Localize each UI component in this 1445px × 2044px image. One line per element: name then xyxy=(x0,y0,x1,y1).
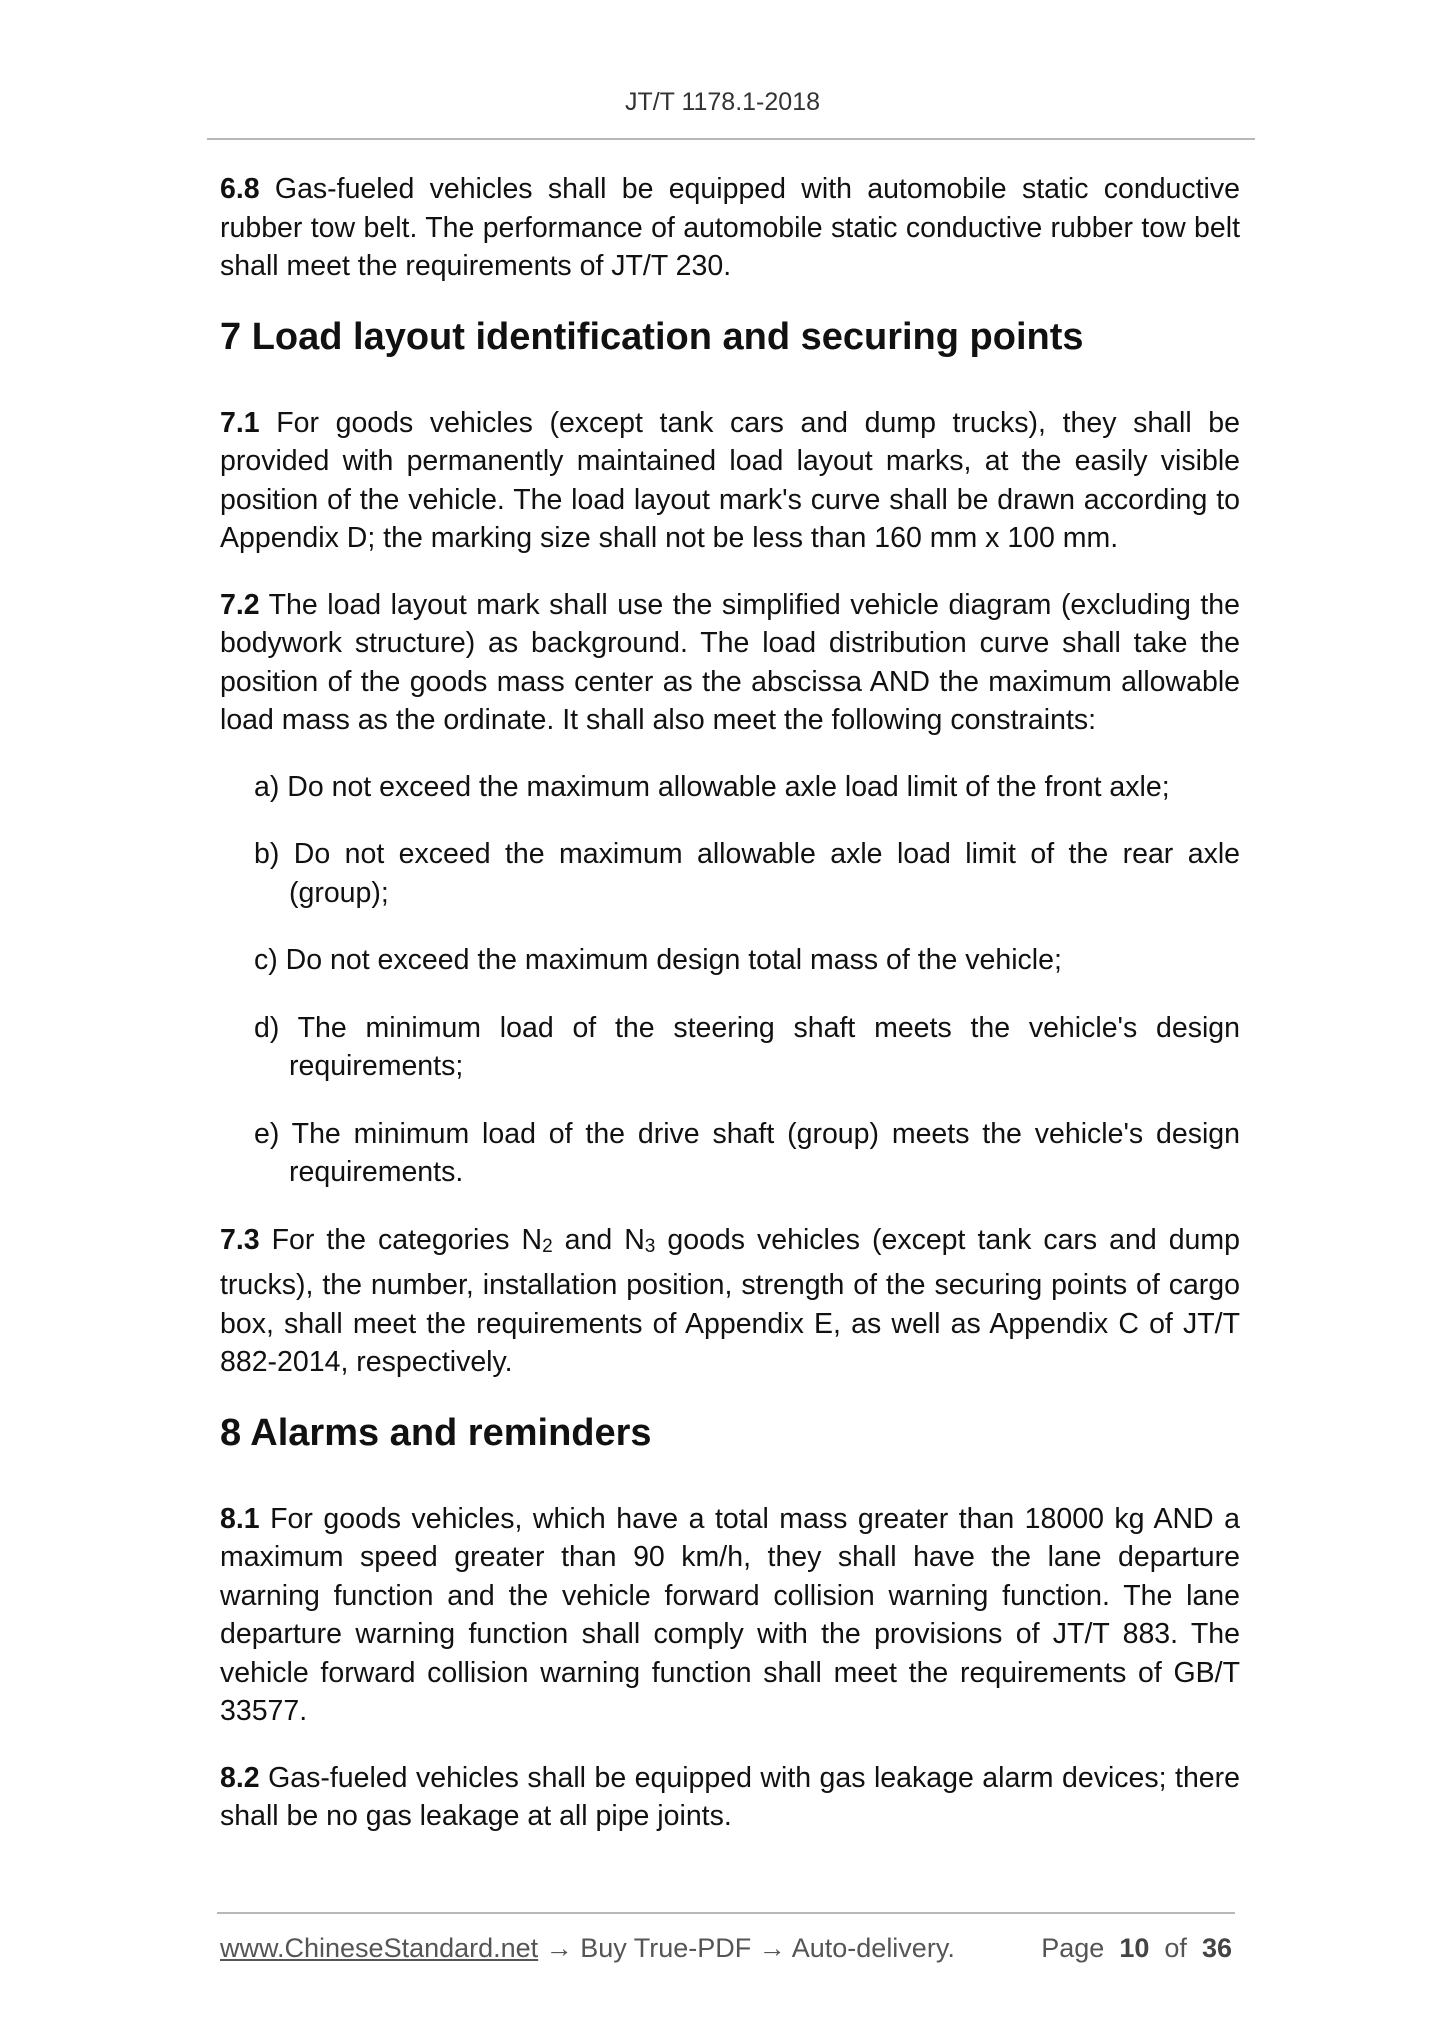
clause-6-8 xyxy=(220,170,1240,286)
section-8-heading: 8 Alarms and reminders xyxy=(220,1411,652,1454)
clause-text: Gas-fueled vehicles shall be equipped with gas leakage alarm devices; there shall be no gas leakage at all pipe joints. xyxy=(220,1761,1240,1832)
clause-text: For goods vehicles (except tank cars and dump trucks), they shall be provided with permanently maintained load layout marks, at the easily visible position of the vehicle. The load layout mark's curve shall be drawn according to Appendix D; the marking size shall not be less than 160 mm x 100 mm. xyxy=(220,406,1240,554)
list-item: e) The minimum load of the drive shaft (group) meets the vehicle's design requirements. xyxy=(254,1117,1240,1188)
subscript: 2 xyxy=(542,1235,553,1257)
clause-7-2 xyxy=(220,586,1240,740)
clause-text: For goods vehicles, which have a total mass greater than 18000 kg AND a maximum speed greater than 90 km/h, they shall have the lane departure warning function and the vehicle forward collision warning function. The lane departure warning function shall comply with the provisions of JT/T 883. The vehicle forward collision warning function shall meet the requirements of GB/T 33577. xyxy=(220,1502,1240,1727)
page-number xyxy=(1041,1933,1232,1964)
document-body xyxy=(220,170,1240,1864)
clause-8-1 xyxy=(220,1500,1240,1731)
footer-divider xyxy=(217,1912,1235,1914)
footer-promo-text: → Buy True-PDF → Auto-delivery. xyxy=(538,1933,955,1963)
clause-number: 7.2 xyxy=(220,588,260,621)
clause-number: 7.3 xyxy=(220,1223,260,1256)
subscript: 3 xyxy=(644,1235,656,1257)
clause-number: 8.1 xyxy=(220,1502,260,1535)
clause-text: For the categories N xyxy=(259,1223,543,1256)
page-total: 36 xyxy=(1201,1933,1232,1963)
header-divider xyxy=(207,138,1255,140)
clause-number: 7.1 xyxy=(220,406,260,439)
page-header: JT/T 1178.1-2018 xyxy=(624,88,821,116)
constraints-list xyxy=(220,768,1240,1192)
list-item: a) Do not exceed the maximum allowable axle load limit of the front axle; xyxy=(254,770,1170,803)
list-item: c) Do not exceed the maximum design total mass of the vehicle; xyxy=(254,944,1062,976)
clause-text: goods vehicles (except tank cars and dump trucks), the number, installation position, strength of the securing points of cargo box, shall meet the requirements of Appendix E, as well as Appendix C of JT/T 882-2014, respectively. xyxy=(220,1223,1240,1378)
clause-number: 6.8 xyxy=(220,173,260,205)
section-7-heading: 7 Load layout identification and securing points xyxy=(220,315,1084,358)
list-item: b) Do not exceed the maximum allowable axle load limit of the rear axle (group); xyxy=(254,838,1240,909)
page-current: 10 xyxy=(1119,1933,1150,1963)
clause-7-3 xyxy=(220,1221,1240,1382)
page-footer xyxy=(220,1933,1232,1964)
website-link[interactable]: www.ChineseStandard.net xyxy=(220,1933,539,1963)
page-of: of xyxy=(1164,1933,1187,1963)
clause-text: The load layout mark shall use the simplified vehicle diagram (excluding the bodywork structure) as background. The load distribution curve shall take the position of the goods mass center as the abscissa AND the maximum allowable load mass as the ordinate. It shall also meet the following constraints: xyxy=(220,588,1240,736)
page-label: Page xyxy=(1041,1933,1105,1963)
clause-7-1 xyxy=(220,404,1240,558)
clause-text: and N xyxy=(552,1223,645,1256)
footer-promo xyxy=(220,1933,955,1964)
clause-number: 8.2 xyxy=(220,1761,260,1794)
clause-text: Gas-fueled vehicles shall be equipped with automobile static conductive rubber tow belt. The performance of automobile static conductive rubber tow belt shall meet the requirements of JT/T 230. xyxy=(220,173,1240,282)
clause-8-2 xyxy=(220,1759,1240,1836)
list-item: d) The minimum load of the steering shaft meets the vehicle's design requirements; xyxy=(254,1011,1240,1082)
